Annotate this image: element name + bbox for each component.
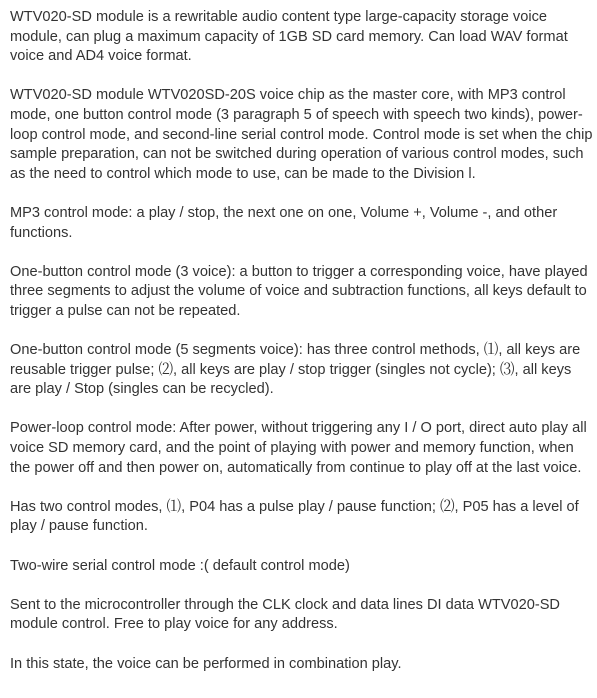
paragraph-microcontroller: Sent to the microcontroller through the CLK clock and data lines DI data WTV020-SD module control. Free to play voice for any address.: [10, 596, 560, 633]
paragraph-mp3-mode: MP3 control mode: a play / stop, the next one on one, Volume +, Volume -, and other functions.: [10, 204, 558, 241]
paragraph-two-wire-serial: Two-wire serial control mode :( default control mode): [10, 557, 350, 574]
paragraph-intro: WTV020-SD module is a rewritable audio content type large-capacity storage voice module, can plug a maximum capacity of 1GB SD card memory. Can load WAV format voice and AD4 voice format.: [10, 9, 568, 65]
document-body: [10, 8, 594, 674]
paragraph-control-modes: WTV020-SD module WTV020SD-20S voice chip as the master core, with MP3 control mode, one button control mode (3 paragraph 5 of speech with speech two kinds), power-loop control mode, and second-line serial control mode. Control mode is set when the chip sample preparation, can not be switched during operation of various control modes, such as the need to control which mode to use, can be made to the Division l.: [10, 87, 593, 182]
paragraph-power-loop-mode: Power-loop control mode: After power, without triggering any I / O port, direct auto play all voice SD memory card, and the point of playing with power and memory function, when the power off and then power on, automatically from continue to play off at the last voice.: [10, 420, 587, 476]
paragraph-combination-play: In this state, the voice can be performed in combination play.: [10, 655, 402, 672]
paragraph-one-button-3-voice: One-button control mode (3 voice): a button to trigger a corresponding voice, have played three segments to adjust the volume of voice and subtraction functions, all keys default to trigger a pulse can not be repeated.: [10, 263, 588, 319]
paragraph-one-button-5-voice: One-button control mode (5 segments voice): has three control methods, ⑴, all keys are reusable trigger pulse; ⑵, all keys are play / stop trigger (singles not cycle); ⑶, all keys are play / Stop (singles can be recycled).: [10, 342, 581, 398]
paragraph-two-control-modes: Has two control modes, ⑴, P04 has a pulse play / pause function; ⑵, P05 has a level of play / pause function.: [10, 498, 579, 535]
